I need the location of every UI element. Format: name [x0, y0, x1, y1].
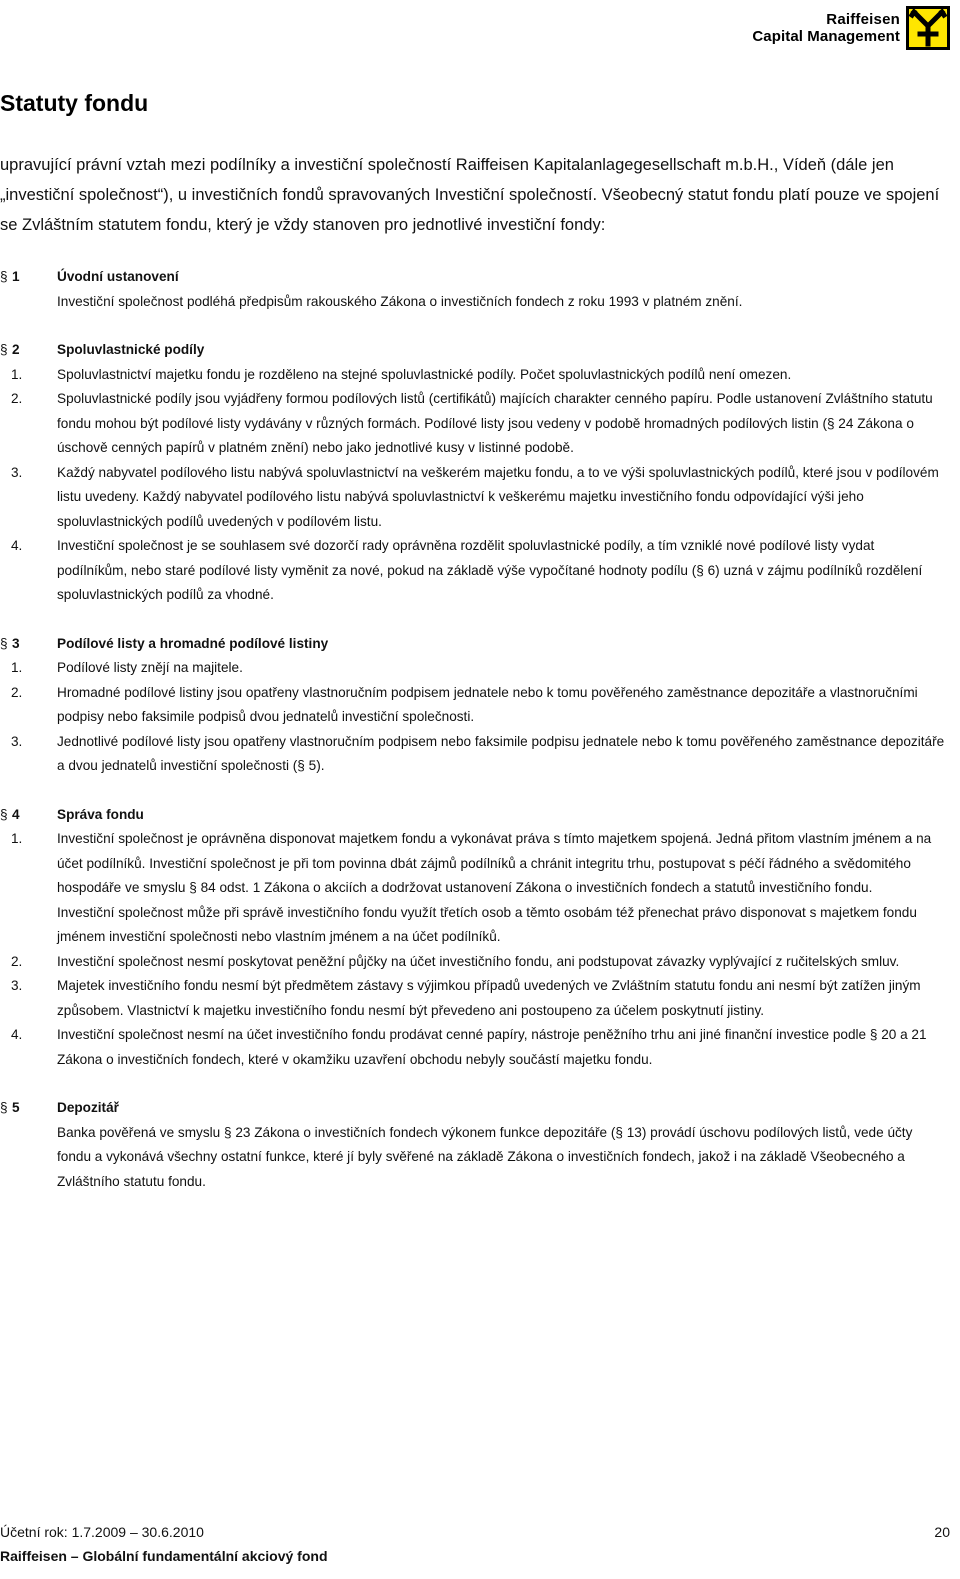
item-text: Investiční společnost nesmí poskytovat peněžní půjčky na účet investičního fondu, ani podstupovat závazky vyplývající z ručitelských smluv. — [57, 953, 900, 969]
section-title: Úvodní ustanovení — [57, 269, 179, 284]
item-text: Investiční společnost podléhá předpisům rakouského Zákona o investičních fondech z roku 1993 v platném znění. — [57, 293, 743, 309]
fiscal-year: Účetní rok: 1.7.2009 – 30.6.2010 — [0, 1524, 204, 1540]
section-title: Podílové listy a hromadné podílové listiny — [57, 635, 329, 651]
section-2 — [0, 338, 945, 608]
section-heading — [0, 338, 945, 363]
section-item — [0, 290, 945, 315]
statute-sections — [0, 265, 945, 1218]
item-text: Jednotlivé podílové listy jsou opatřeny vlastnoručním podpisem nebo faksimile podpisu jednatele nebo k tomu pověřeného zaměstnance depozitáře a dvou jednatelů investiční společnosti (§ 5). — [57, 733, 945, 773]
intro-text: upravující právní vztah mezi podílníky a investiční společností Raiffeisen Kapitalanlagegesellschaft m.b.H., Vídeň (dále jen „investiční společnost“), u investičních fondů spravovaných Investiční společností. Všeobecný statut fondu platí pouze ve spojení se Zvláštním statutem fondu, který je vždy stanoven pro jednotlivé investiční fondy: — [0, 156, 940, 234]
section-heading — [0, 632, 945, 657]
section-title: Depozitář — [57, 1100, 119, 1115]
item-number: 2. — [11, 684, 23, 700]
item-text: Investiční společnost je se souhlasem své dozorčí rady oprávněna rozdělit spoluvlastnické podíly, a tím vzniklé nové podílové listy vydat podílníkům, nebo staré podílové listy vyměnit za nové, pokud na základě výše vypočítané hodnoty podílu (§ 6) uzná v zájmu podílníků rozdělení spoluvlastnických podílů za vhodné. — [57, 538, 923, 602]
item-number: 2. — [11, 953, 23, 969]
section-item — [0, 730, 945, 779]
item-text: Majetek investičního fondu nesmí být předmětem zástavy s výjimkou případů uvedených ve Zvláštním statutu fondu ani nesmí být zatížen jiným způsobem. Vlastnictví k majetku investičního fondu nesmí být převedeno ani postoupeno za účelem poskytnutí jistiny. — [57, 978, 921, 1018]
section-3 — [0, 632, 945, 779]
section-title: Spoluvlastnické podíly — [57, 342, 205, 357]
item-text: Hromadné podílové listiny jsou opatřeny vlastnoručním podpisem jednatele nebo k tomu pověřeného zaměstnance depozitáře a vlastnoručními podpisy nebo faksimile podpisů dvou jednatelů investiční společnosti. — [57, 684, 918, 724]
section-item — [0, 387, 945, 461]
section-number — [0, 632, 20, 657]
section-symbol: § — [0, 635, 8, 651]
logo-line-1: Raiffeisen — [826, 11, 900, 28]
section-number-value: 4 — [12, 806, 20, 822]
section-number-value: 3 — [12, 635, 20, 651]
section-number — [0, 803, 20, 828]
item-number: 3. — [11, 978, 23, 993]
item-number: 2. — [11, 391, 23, 406]
section-item — [0, 901, 945, 950]
footer-fund-name: Raiffeisen – Globální fundamentální akciový fond — [0, 1548, 328, 1564]
section-1 — [0, 265, 945, 314]
raiffeisen-gable-cross-icon — [906, 6, 950, 50]
section-number-value: 1 — [12, 269, 20, 284]
item-text: Banka pověřená ve smyslu § 23 Zákona o investičních fondech výkonem funkce depozitáře (§ 13) provádí úschovu podílových listů, vede účty fondu a vykonává všechny ostatní funkce, které jí byly svěřené na základě Zákona o investičních fondech, jakož i na základě Všeobecného a Zvláštního statutu fondu. — [57, 1124, 913, 1189]
item-number: 4. — [11, 538, 23, 553]
page-title: Statuty fondu — [0, 90, 149, 116]
item-text: Investiční společnost může při správě investičního fondu využít třetích osob a těmto osobám též přenechat právo disponovat s majetkem fondu jménem investiční společnosti nebo vlastním jménem a na účet podílníků. — [57, 904, 917, 944]
section-symbol: § — [0, 269, 8, 284]
page-number: 20 — [934, 1524, 950, 1540]
logo-text — [752, 11, 900, 45]
item-number: 1. — [11, 366, 23, 382]
section-item — [0, 1023, 945, 1072]
section-number — [0, 1096, 20, 1121]
section-item — [0, 681, 945, 730]
section-5 — [0, 1096, 945, 1194]
section-heading — [0, 265, 945, 290]
item-number: 1. — [11, 660, 23, 675]
section-title: Správa fondu — [57, 806, 144, 822]
section-symbol: § — [0, 342, 8, 357]
item-number: 1. — [11, 831, 23, 846]
section-item — [0, 950, 945, 975]
section-heading — [0, 803, 945, 828]
section-item — [0, 974, 945, 1023]
item-text: Každý nabyvatel podílového listu nabývá spoluvlastnictví na veškerém majetku fondu, a to ve výši spoluvlastnických podílů, které jsou v podílovém listu uvedeny. Každý nabyvatel podílového listu nabývá spoluvlastnictví k veškerému majetku investičního fondu odpovídající výši jeho spoluvlastnických podílů uvedených v podílovém listu. — [57, 464, 939, 529]
section-symbol: § — [0, 806, 8, 822]
section-number-value: 2 — [12, 342, 20, 357]
item-text: Podílové listy znějí na majitele. — [57, 660, 243, 675]
section-item — [0, 363, 945, 388]
item-text: Spoluvlastnické podíly jsou vyjádřeny formou podílových listů (certifikátů) majících charakter cenného papíru. Podle ustanovení Zvláštního statutu fondu mohou být podílové listy vydávány v různých formách. Podílové listy jsou vedeny v podobě hromadných podílových listin (§ 24 Zákona o úschově cenných papírů v platném znění) nebo jako jednotlivé kusy v listinné podobě. — [57, 391, 933, 455]
section-symbol: § — [0, 1100, 8, 1115]
item-text: Investiční společnost nesmí na účet investičního fondu prodávat cenné papíry, nástroje peněžního trhu ani jiné finanční investice podle § 20 a 21 Zákona o investičních fondech, které v okamžiku uzavření obchodu nebyly součástí majetku fondu. — [57, 1027, 927, 1067]
logo-line-2: Capital Management — [752, 28, 900, 45]
raiffeisen-logo — [752, 6, 950, 50]
section-4 — [0, 803, 945, 1073]
section-item — [0, 461, 945, 535]
section-number — [0, 338, 20, 363]
footer-line-1 — [0, 1524, 950, 1540]
item-text: Investiční společnost je oprávněna disponovat majetkem fondu a vykonávat práva s tímto majetkem spojená. Jedná přitom vlastním jménem a na účet podílníků. Investiční společnost je při tom povinna dbát zájmů podílníků a chránit integritu trhu, postupovat s péčí řádného a svědomitého hospodáře ve smyslu § 84 odst. 1 Zákona o akciích a dodržovat ustanovení Zákona o investičních fondech a statutů investičního fondu. — [57, 831, 932, 895]
item-number: 3. — [11, 733, 23, 749]
item-number: 3. — [11, 464, 23, 480]
section-heading — [0, 1096, 945, 1121]
intro-paragraph — [0, 150, 945, 240]
item-text: Spoluvlastnictví majetku fondu je rozděleno na stejné spoluvlastnické podíly. Počet spoluvlastnických podílů není omezen. — [57, 366, 792, 382]
section-number-value: 5 — [12, 1100, 20, 1115]
section-number — [0, 265, 20, 290]
item-number: 4. — [11, 1027, 23, 1042]
section-item — [0, 534, 945, 608]
section-item — [0, 656, 945, 681]
section-item — [0, 1121, 945, 1195]
section-item — [0, 827, 945, 901]
